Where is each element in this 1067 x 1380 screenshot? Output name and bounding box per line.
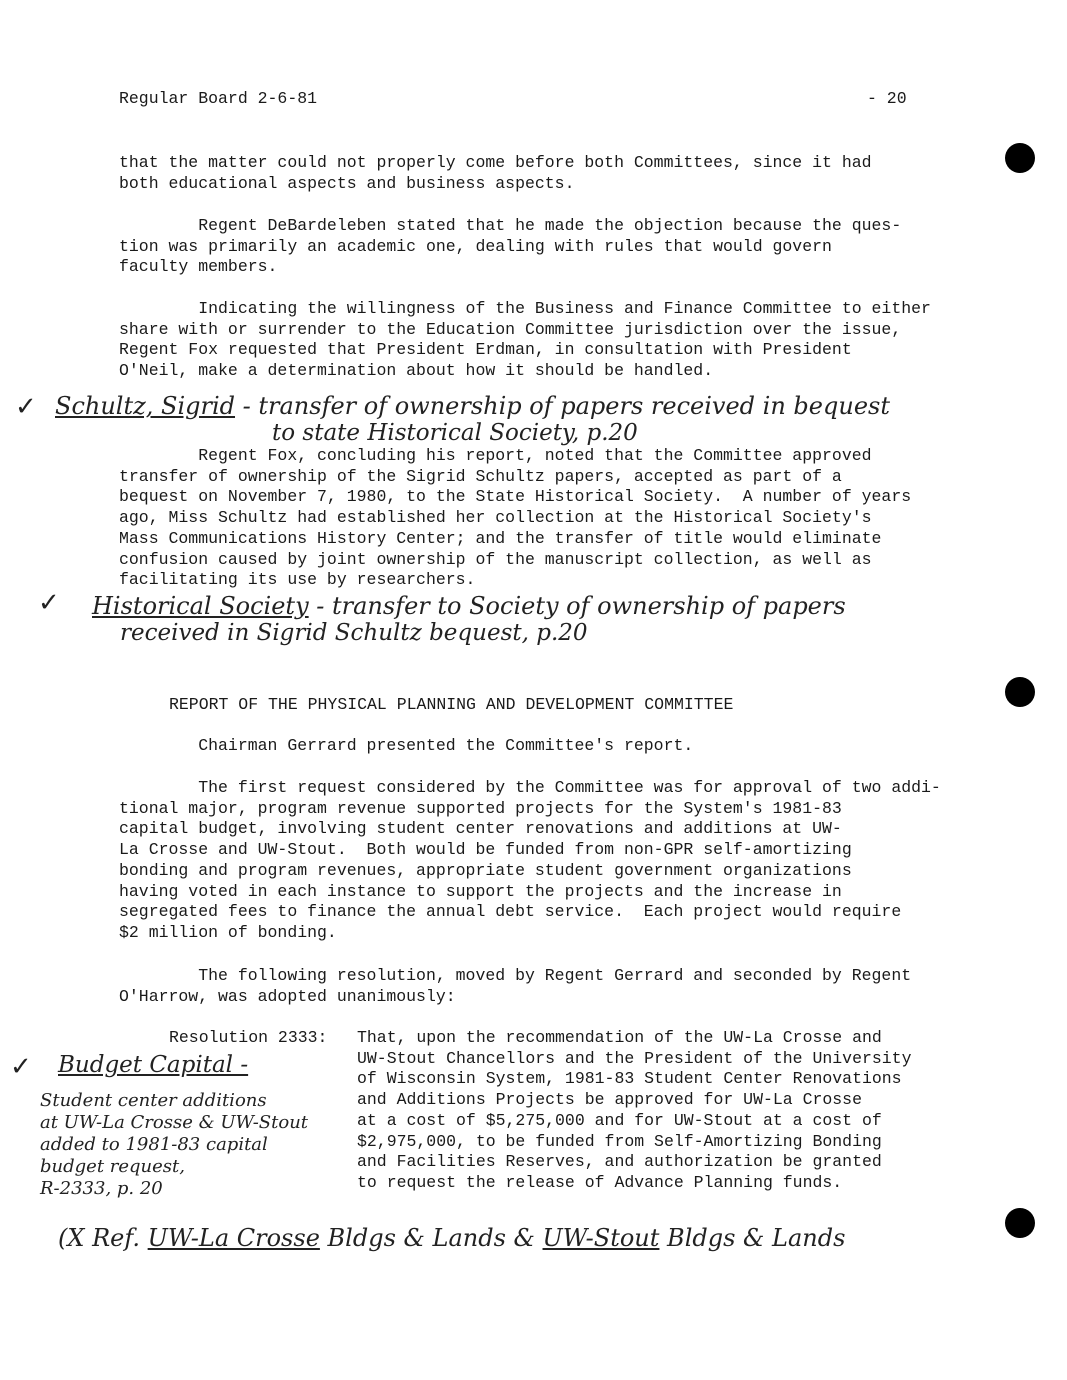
punch-hole-2 <box>1005 677 1035 707</box>
annotation-cross-reference <box>58 1224 845 1252</box>
annotation-schultz-line1 <box>55 392 890 420</box>
annotation-historical-line1 <box>92 592 846 620</box>
section-heading: REPORT OF THE PHYSICAL PLANNING AND DEVELOPMENT COMMITTEE <box>169 695 734 714</box>
paragraph-1: that the matter could not properly come before both Committees, since it had both educational aspects and business aspects. <box>119 153 872 193</box>
annotation-historical-head: Historical Society <box>92 592 309 620</box>
cross-ref-stout: UW-Stout <box>542 1224 660 1252</box>
cross-ref-bldgs-1: Bldgs & Lands & <box>319 1224 543 1252</box>
annotation-budget-body: Student center additions at UW-La Crosse & UW-Stout added to 1981-83 capital budget request, R-2333, p. 20 <box>40 1090 309 1199</box>
annotation-schultz-line2: to state Historical Society, p.20 <box>272 420 638 446</box>
annotation-schultz-head: Schultz, Sigrid <box>55 392 236 420</box>
annotation-historical-rest: - transfer to Society of ownership of papers <box>308 592 846 620</box>
paragraph-6: The first request considered by the Committee was for approval of two addi- tional major, program revenue supported projects for the System's 1981-83 capital budget, involving student center renovations and additions at UW- La Crosse and UW-Stout. Both would be funded from non-GPR self-amortizing bonding and program revenues, appropriate student government organizations having voted in each instance to support the projects and the increase in segregated fees to finance the annual debt service. Each project would require $2 million of bonding. <box>119 778 941 942</box>
resolution-text: That, upon the recommendation of the UW-La Crosse and UW-Stout Chancellors and the President of the University of Wisconsin System, 1981-83 Student Center Renovations and Additions Projects be approved for UW-La Crosse at a cost of $5,275,000 and for UW-Stout at a cost of $2,975,000, to be funded from Self-Amortizing Bonding and Facilities Reserves, and authorization be granted to request the release of Advance Planning funds. <box>357 1028 912 1192</box>
cross-ref-lacrosse: UW-La Crosse <box>147 1224 320 1252</box>
page-header-left: Regular Board 2-6-81 <box>119 89 318 108</box>
check-mark-icon: ✓ <box>10 1052 32 1082</box>
cross-ref-bldgs-2: Bldgs & Lands <box>659 1224 846 1252</box>
page-number: - 20 <box>867 89 907 108</box>
check-mark-icon: ✓ <box>15 392 37 422</box>
annotation-historical-line2: received in Sigrid Schultz bequest, p.20 <box>120 620 588 646</box>
annotation-schultz-rest: - transfer of ownership of papers received in bequest <box>235 392 890 420</box>
paragraph-4: Regent Fox, concluding his report, noted that the Committee approved transfer of ownership of the Sigrid Schultz papers, accepted as part of a bequest on November 7, 1980, to the State Historical Society. A number of years ago, Miss Schultz had established her collection at the Historical Society's Mass Communications History Center; and the transfer of title would eliminate confusion caused by joint ownership of the manuscript collection, as well as facilitating its use by researchers. <box>119 446 912 590</box>
paragraph-3: Indicating the willingness of the Business and Finance Committee to either share with or surrender to the Education Committee jurisdiction over the issue, Regent Fox requested that President Erdman, in consultation with President O'Neil, make a determination about how it should be handled. <box>119 299 931 381</box>
resolution-label: Resolution 2333: <box>169 1028 328 1047</box>
paragraph-5: Chairman Gerrard presented the Committee's report. <box>119 736 694 755</box>
annotation-budget-head: Budget Capital - <box>58 1052 249 1078</box>
cross-ref-prefix: (X Ref. <box>58 1224 148 1252</box>
paragraph-2: Regent DeBardeleben stated that he made the objection because the ques- tion was primarily an academic one, dealing with rules that would govern faculty members. <box>119 216 902 277</box>
punch-hole-3 <box>1005 1208 1035 1238</box>
punch-hole-1 <box>1005 143 1035 173</box>
paragraph-7: The following resolution, moved by Regent Gerrard and seconded by Regent O'Harrow, was adopted unanimously: <box>119 966 912 1006</box>
check-mark-icon: ✓ <box>38 588 60 618</box>
